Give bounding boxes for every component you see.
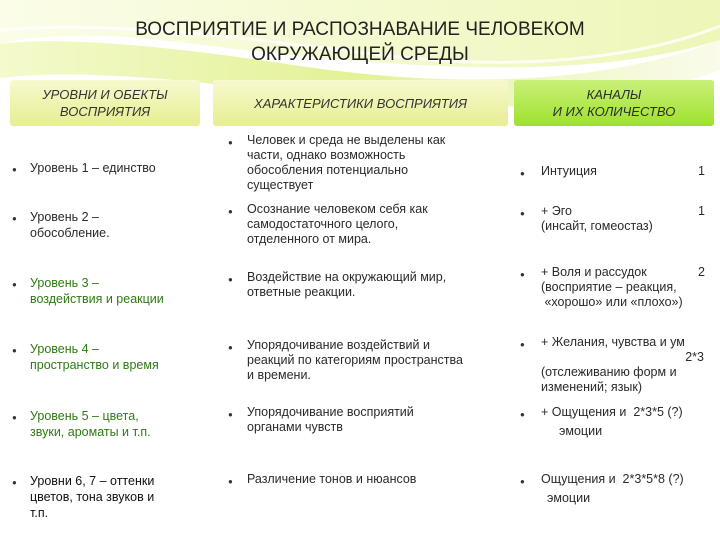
channel-line: + Желания, чувства и ум [541, 335, 685, 349]
header-levels-line: ВОСПРИЯТИЯ [59, 104, 151, 119]
level-line: обособление. [30, 226, 110, 240]
channel-line: эмоции [547, 491, 591, 505]
channel-line: эмоции [559, 424, 603, 438]
bullet-icon: ● [228, 138, 233, 147]
title-line: ВОСПРИЯТИЕ И РАСПОЗНАВАНИЕ ЧЕЛОВЕКОМ [135, 19, 585, 40]
level-line: Уровень 5 – цвета, [30, 409, 139, 423]
channel-line: + Эго [541, 204, 572, 218]
bullet-icon: ● [228, 207, 233, 216]
channel-item [541, 405, 683, 439]
bullet-icon: ● [228, 343, 233, 352]
header-channels-line: И ИХ КОЛИЧЕСТВО [552, 104, 676, 119]
characteristic-line: Упорядочивание восприятий [247, 405, 414, 419]
channel-line: изменений; язык) [541, 380, 643, 394]
bullet-icon: ● [520, 169, 525, 178]
slide-title [60, 17, 660, 67]
channel-line: + Ощущения и 2*3*5 (?) [541, 405, 683, 419]
bullet-icon: ● [520, 410, 525, 419]
characteristic-line: части, однако возможность [247, 148, 406, 162]
bullet-icon: ● [520, 209, 525, 218]
bullet-icon: ● [228, 275, 233, 284]
header-characteristics-label: ХАРАКТЕРИСТИКИ ВОСПРИЯТИЯ [254, 95, 467, 111]
level-line: т.п. [30, 506, 49, 520]
level-item [30, 408, 151, 440]
characteristic-item [247, 338, 463, 383]
level-item [30, 209, 110, 241]
level-line: Уровень 1 – единство [30, 161, 156, 175]
channel-item [541, 164, 597, 179]
bullet-icon: ● [12, 478, 17, 487]
channel-line: + Воля и рассудок [541, 265, 647, 279]
characteristic-line: Осознание человеком себя как [247, 202, 428, 216]
channel-count: 1 [698, 164, 705, 178]
channel-count: 1 [698, 204, 705, 218]
characteristic-line: органами чувств [247, 420, 343, 434]
level-item [30, 160, 156, 176]
channel-line: (восприятие – реакция, [541, 280, 677, 294]
level-line: Уровень 2 – [30, 210, 100, 224]
channel-count: 2 [698, 265, 705, 279]
characteristic-line: обособления потенциально [247, 163, 409, 177]
level-line: Уровень 4 – [30, 342, 100, 356]
channel-line: (отслеживанию форм и [541, 365, 677, 379]
characteristic-line: ответные реакции. [247, 285, 356, 299]
bullet-icon: ● [520, 270, 525, 279]
characteristic-line: Человек и среда не выделены как [247, 133, 446, 147]
characteristic-item [247, 202, 428, 247]
bullet-icon: ● [12, 280, 17, 289]
header-levels [10, 80, 200, 126]
level-line: Уровни 6, 7 – оттенки [30, 474, 155, 488]
bullet-icon: ● [12, 346, 17, 355]
level-item [30, 473, 154, 521]
level-line: пространство и время [30, 358, 159, 372]
header-channels [514, 80, 714, 126]
bullet-icon: ● [228, 410, 233, 419]
level-item [30, 275, 164, 307]
header-levels-line: УРОВНИ И ОБЕКТЫ [42, 87, 168, 102]
bullet-icon: ● [12, 214, 17, 223]
bullet-icon: ● [12, 165, 17, 174]
channel-item [541, 472, 684, 506]
header-channels-line: КАНАЛЫ [586, 87, 642, 102]
level-line: воздействия и реакции [30, 292, 164, 306]
level-item [30, 341, 159, 373]
bullet-icon: ● [228, 477, 233, 486]
channel-item [541, 204, 653, 234]
characteristic-line: самодостаточного целого, [247, 217, 399, 231]
characteristic-line: отделенного от мира. [247, 232, 372, 246]
title-line: ОКРУЖАЮЩЕЙ СРЕДЫ [251, 44, 469, 65]
channel-line: 2*3 [685, 350, 704, 364]
characteristic-line: Различение тонов и нюансов [247, 472, 417, 486]
characteristic-item [247, 133, 445, 193]
channel-item [541, 265, 683, 310]
header-characteristics [213, 80, 508, 126]
level-line: цветов, тона звуков и [30, 490, 155, 504]
characteristic-line: реакций по категориям пространства [247, 353, 463, 367]
characteristic-line: существует [247, 178, 314, 192]
characteristic-line: и времени. [247, 368, 311, 382]
level-line: Уровень 3 – [30, 276, 100, 290]
bullet-icon: ● [520, 477, 525, 486]
channel-item [541, 335, 704, 395]
characteristic-item [247, 472, 416, 487]
channel-line: (инсайт, гомеостаз) [541, 219, 653, 233]
characteristic-line: Упорядочивание воздействий и [247, 338, 430, 352]
channel-line: «хорошо» или «плохо») [541, 295, 683, 309]
bullet-icon: ● [12, 413, 17, 422]
characteristic-item [247, 270, 446, 300]
characteristic-item [247, 405, 414, 435]
bullet-icon: ● [520, 340, 525, 349]
characteristic-line: Воздействие на окружающий мир, [247, 270, 447, 284]
channel-line: Ощущения и 2*3*5*8 (?) [541, 472, 684, 486]
channel-line: Интуиция [541, 164, 597, 178]
level-line: звуки, ароматы и т.п. [30, 425, 151, 439]
